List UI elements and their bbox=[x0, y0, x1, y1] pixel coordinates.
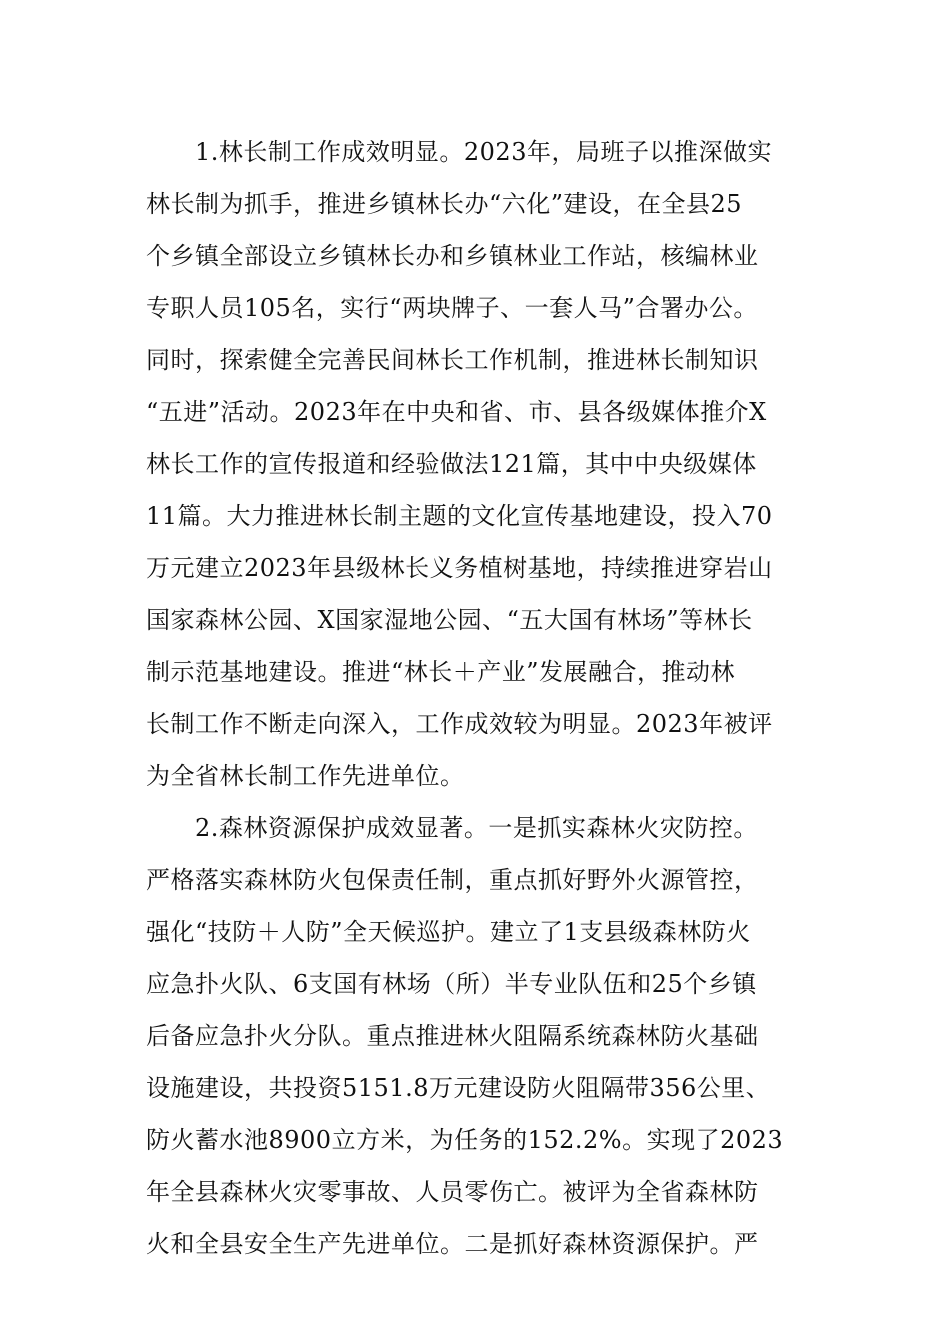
paragraph-1-line-2: 林长制为抓手，推进乡镇林长办“六化”建设，在全县25 bbox=[146, 190, 743, 218]
paragraph-2-line-5: 后备应急扑火分队。重点推进林火阻隔系统森林防火基础 bbox=[146, 1022, 759, 1050]
paragraph-2-line-7: 防火蓄水池8900立方米，为任务的152.2%。实现了2023 bbox=[146, 1126, 784, 1154]
paragraph-1-line-4: 专职人员105名，实行“两块牌子、一套人马”合署办公。 bbox=[146, 294, 758, 322]
paragraph-1-line-9: 万元建立2023年县级林长义务植树基地，持续推进穿岩山 bbox=[146, 554, 773, 582]
paragraph-1-line-5: 同时，探索健全完善民间林长工作机制，推进林长制知识 bbox=[146, 346, 759, 374]
paragraph-1-line-7: 林长工作的宣传报道和经验做法121篇，其中中央级媒体 bbox=[146, 450, 757, 478]
paragraph-1-line-12: 长制工作不断走向深入，工作成效较为明显。2023年被评 bbox=[146, 710, 773, 738]
paragraph-2-line-9: 火和全县安全生产先进单位。二是抓好森林资源保护。严 bbox=[146, 1230, 759, 1258]
paragraph-2-line-8: 年全县森林火灾零事故、人员零伤亡。被评为全省森林防 bbox=[146, 1178, 759, 1206]
paragraph-1-line-10: 国家森林公园、X国家湿地公园、“五大国有林场”等林长 bbox=[146, 606, 753, 634]
paragraph-2-line-6: 设施建设，共投资5151.8万元建设防火阻隔带356公里、 bbox=[146, 1074, 771, 1102]
paragraph-1-line-3: 个乡镇全部设立乡镇林长办和乡镇林业工作站，核编林业 bbox=[146, 242, 759, 270]
paragraph-1-line-13: 为全省林长制工作先进单位。 bbox=[146, 762, 465, 790]
paragraph-2-line-1: 2.森林资源保护成效显著。一是抓实森林火灾防控。 bbox=[195, 814, 758, 842]
paragraph-1-line-8: 11篇。大力推进林长制主题的文化宣传基地建设，投入70 bbox=[146, 502, 773, 530]
paragraph-1-line-1: 1.林长制工作成效明显。2023年，局班子以推深做实 bbox=[195, 138, 772, 166]
paragraph-2-line-4: 应急扑火队、6支国有林场（所）半专业队伍和25个乡镇 bbox=[146, 970, 757, 998]
paragraph-2-line-2: 严格落实森林防火包保责任制，重点抓好野外火源管控， bbox=[146, 866, 759, 894]
paragraph-1-line-6: “五进”活动。2023年在中央和省、市、县各级媒体推介X bbox=[146, 398, 767, 426]
paragraph-2-line-3: 强化“技防＋人防”全天候巡护。建立了1支县级森林防火 bbox=[146, 918, 751, 946]
paragraph-1-line-11: 制示范基地建设。推进“林长＋产业”发展融合，推动林 bbox=[146, 658, 736, 686]
